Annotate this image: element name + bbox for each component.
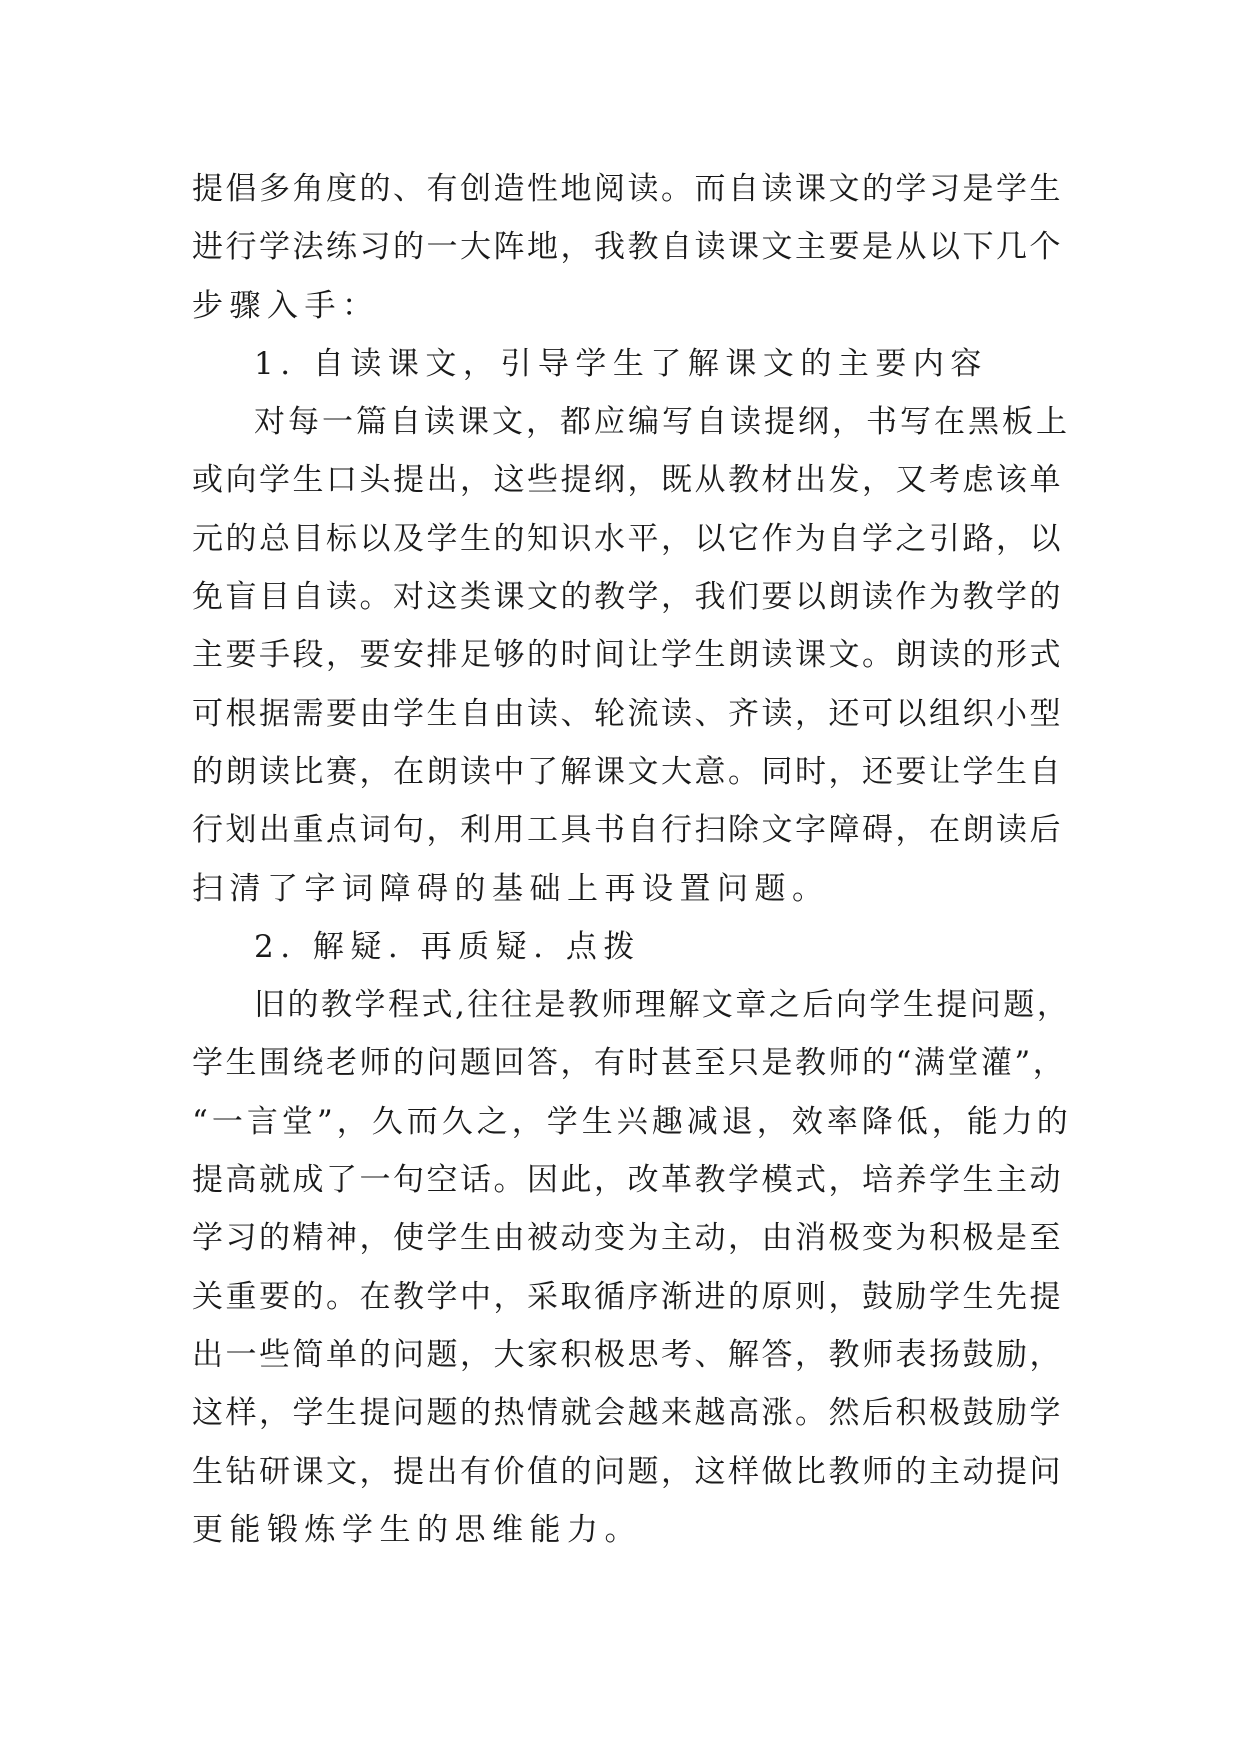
text-line: 学生围绕老师的问题回答，有时甚至只是教师的“满堂灌”， bbox=[192, 1045, 1067, 1082]
text-line: 主要手段，要安排足够的时间让学生朗读课文。朗读的形式 bbox=[192, 637, 1063, 674]
text-line: 更能锻炼学生的思维能力。 bbox=[192, 1511, 642, 1548]
text-line: 扫清了字词障碍的基础上再设置问题。 bbox=[192, 870, 830, 907]
text-line: 行划出重点词句，利用工具书自行扫除文字障碍，在朗读后 bbox=[192, 812, 1063, 849]
text-line: 进行学法练习的一大阵地，我教自读课文主要是从以下几个 bbox=[192, 229, 1063, 266]
text-line: 这样，学生提问题的热情就会越来越高涨。然后积极鼓励学 bbox=[192, 1395, 1063, 1432]
text-line: “一言堂”，久而久之，学生兴趣减退，效率降低，能力的 bbox=[192, 1103, 1072, 1140]
text-line: 提倡多角度的、有创造性地阅读。而自读课文的学习是学生 bbox=[192, 171, 1063, 207]
text-line: 生钻研课文，提出有价值的问题，这样做比教师的主动提问 bbox=[192, 1453, 1063, 1490]
text-line: 提高就成了一句空话。因此，改革教学模式，培养学生主动 bbox=[192, 1162, 1063, 1199]
text-line: 对每一篇自读课文，都应编写自读提纲，书写在黑板上 bbox=[254, 404, 1070, 441]
text-line: 步骤入手： bbox=[192, 287, 380, 324]
text-line: 学习的精神，使学生由被动变为主动，由消极变为积极是至 bbox=[192, 1220, 1063, 1257]
text-line: 的朗读比赛，在朗读中了解课文大意。同时，还要让学生自 bbox=[192, 753, 1063, 790]
text-line: 出一些简单的问题，大家积极思考、解答，教师表扬鼓励， bbox=[192, 1336, 1063, 1373]
text-line: 可根据需要由学生自由读、轮流读、齐读，还可以组织小型 bbox=[192, 695, 1063, 732]
text-line: 或向学生口头提出，这些提纲，既从教材出发，又考虑该单 bbox=[192, 462, 1063, 499]
section-heading-2: 2. 解疑. 再质疑. 点拨 bbox=[254, 928, 641, 965]
section-heading-1: 1. 自读课文，引导学生了解课文的主要内容 bbox=[254, 345, 988, 382]
body-text bbox=[192, 160, 1072, 1559]
text-line: 元的总目标以及学生的知识水平，以它作为自学之引路，以 bbox=[192, 520, 1063, 557]
text-line: 关重要的。在教学中，采取循序渐进的原则，鼓励学生先提 bbox=[192, 1278, 1063, 1315]
text-line: 旧的教学程式,往往是教师理解文章之后向学生提问题， bbox=[254, 987, 1071, 1024]
text-line: 免盲目自读。对这类课文的教学，我们要以朗读作为教学的 bbox=[192, 579, 1063, 616]
